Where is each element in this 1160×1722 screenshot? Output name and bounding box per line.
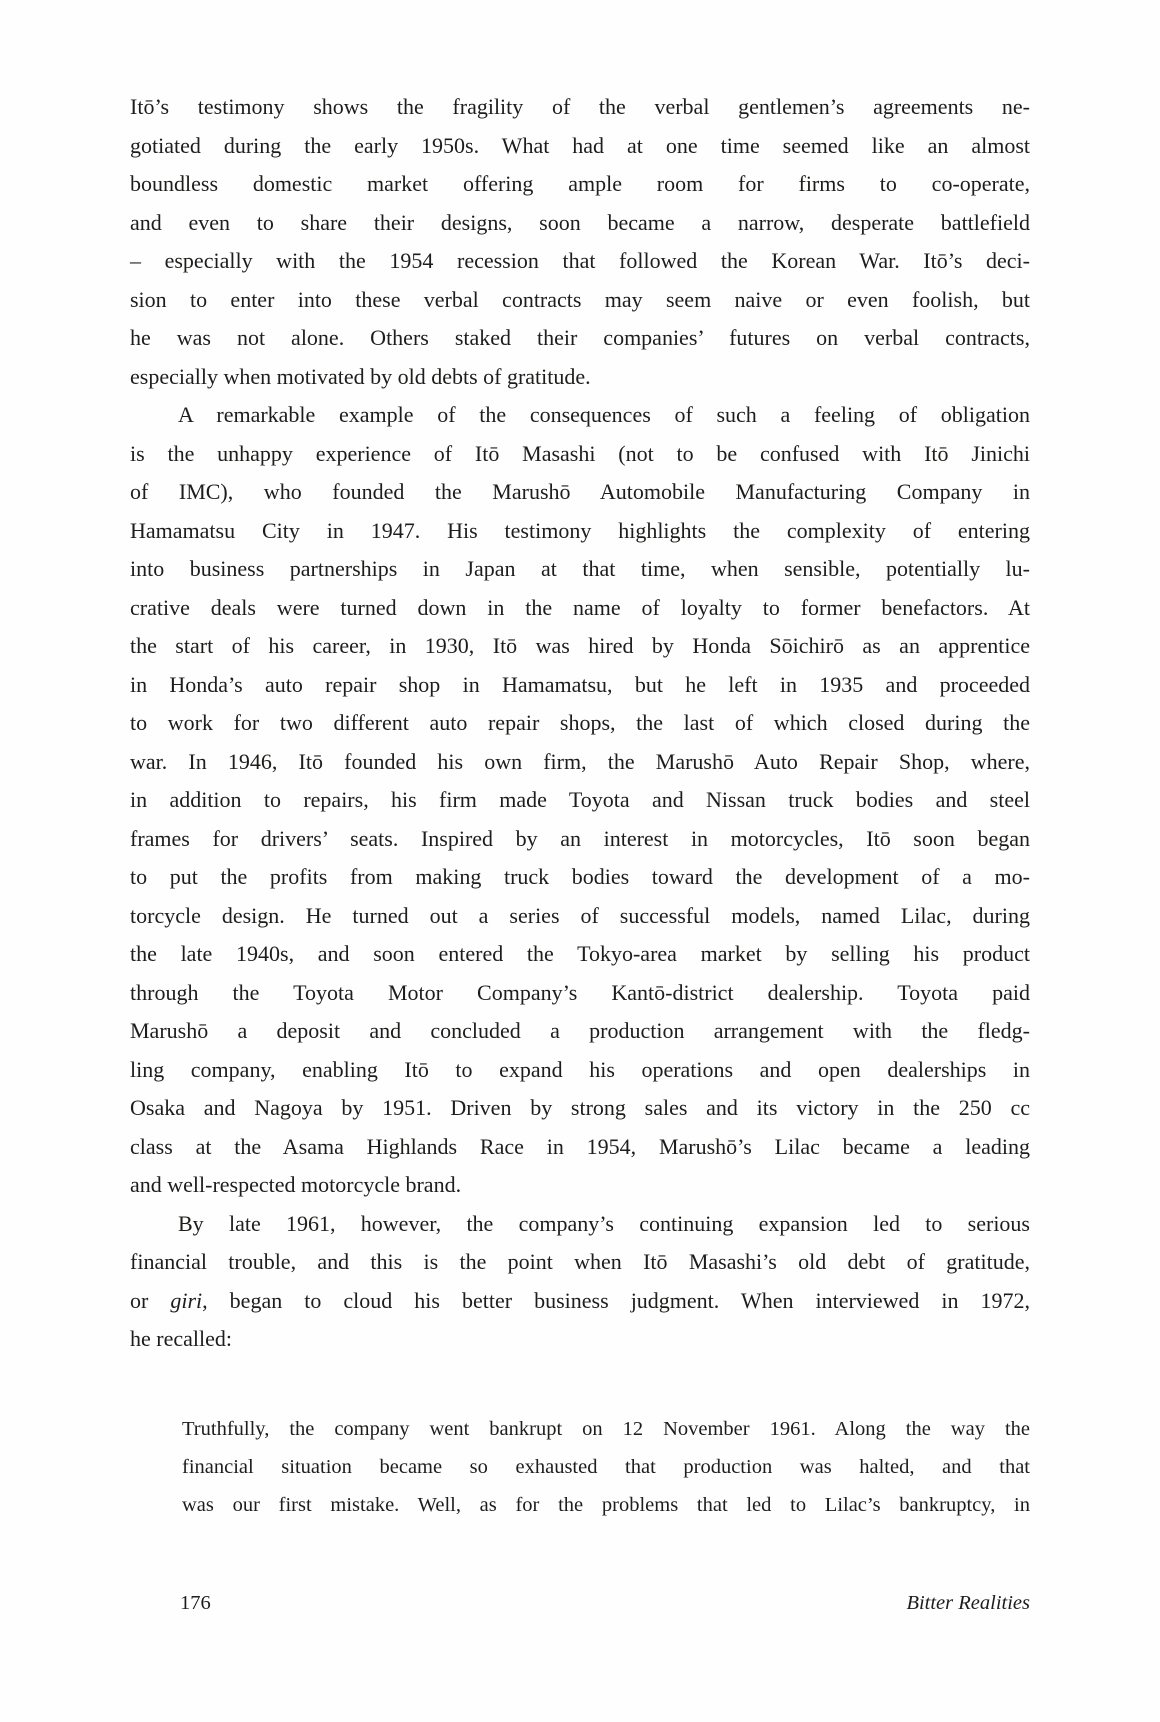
- text-line: to put the profits from making truck bodies toward the development of a mo-: [130, 864, 1030, 889]
- text-line: By late 1961, however, the company’s continuing expansion led to serious: [178, 1210, 1030, 1236]
- text-line: into business partnerships in Japan at that time, when sensible, potentially lu-: [130, 556, 1030, 581]
- text-line: ling company, enabling Itō to expand his operations and open dealerships in: [130, 1056, 1030, 1082]
- text-line: especially when motivated by old debts of gratitude.: [130, 363, 591, 389]
- running-title: Bitter Realities: [906, 1592, 1030, 1614]
- text-line: gotiated during the early 1950s. What had at one time seemed like an almost: [130, 132, 1030, 158]
- text-line: frames for drivers’ seats. Inspired by an interest in motorcycles, Itō soon began: [130, 825, 1030, 851]
- text-line: and even to share their designs, soon became a narrow, desperate battlefield: [130, 209, 1030, 235]
- text-line: Osaka and Nagoya by 1951. Driven by strong sales and its victory in the 250 cc: [130, 1095, 1030, 1120]
- text-line: financial trouble, and this is the point when Itō Masashi’s old debt of gratitude,: [130, 1249, 1030, 1274]
- quote-line: was our first mistake. Well, as for the problems that led to Lilac’s bankruptcy, in: [182, 1493, 1030, 1516]
- text-line: the late 1940s, and soon entered the Tokyo-area market by selling his product: [130, 941, 1030, 966]
- text-line: in Honda’s auto repair shop in Hamamatsu, but he left in 1935 and proceeded: [130, 671, 1030, 697]
- text-line-with-italic: [130, 1282, 1030, 1321]
- text-line: Hamamatsu City in 1947. His testimony highlights the complexity of entering: [130, 517, 1030, 543]
- paragraph-1: [130, 88, 1030, 396]
- text-line: and well-respected motorcycle brand.: [130, 1172, 462, 1197]
- text-line: boundless domestic market offering ample room for firms to co-operate,: [130, 171, 1030, 196]
- text-line: he recalled:: [130, 1326, 232, 1351]
- text-line: is the unhappy experience of Itō Masashi (not to be confused with Itō Jinichi: [130, 440, 1030, 466]
- text-line: Itō’s testimony shows the fragility of the verbal gentlemen’s agreements ne-: [130, 94, 1030, 119]
- page-footer: [130, 1590, 1030, 1616]
- text-line: in addition to repairs, his firm made Toyota and Nissan truck bodies and steel: [130, 787, 1030, 812]
- text-line: – especially with the 1954 recession that followed the Korean War. Itō’s deci-: [130, 248, 1030, 273]
- text-line: through the Toyota Motor Company’s Kantō-district dealership. Toyota paid: [130, 979, 1030, 1005]
- page-number: 176: [180, 1592, 211, 1614]
- text-line: torcycle design. He turned out a series of successful models, named Lilac, during: [130, 902, 1030, 928]
- text-line: the start of his career, in 1930, Itō was hired by Honda Sōichirō as an apprentice: [130, 633, 1030, 658]
- italic-word-giri: giri: [170, 1287, 203, 1313]
- text-line: of IMC), who founded the Marushō Automobile Manufacturing Company in: [130, 479, 1030, 504]
- text-line: Marushō a deposit and concluded a production arrangement with the fledg-: [130, 1018, 1030, 1043]
- text-segment: , began to cloud his better business judgment. When interviewed in 1972,: [202, 1287, 1030, 1313]
- text-line: crative deals were turned down in the name of loyalty to former benefactors. At: [130, 594, 1030, 620]
- text-block: [130, 88, 1030, 1524]
- quote-line: Truthfully, the company went bankrupt on 12 November 1961. Along the way the: [182, 1417, 1030, 1440]
- text-line: to work for two different auto repair shops, the last of which closed during the: [130, 710, 1030, 735]
- text-line: he was not alone. Others staked their companies’ futures on verbal contracts,: [130, 325, 1030, 350]
- text-line: A remarkable example of the consequences of such a feeling of obligation: [178, 402, 1030, 427]
- paragraph-2: [130, 396, 1030, 1205]
- text-line: class at the Asama Highlands Race in 1954, Marushō’s Lilac became a leading: [130, 1133, 1030, 1159]
- block-quote: [182, 1410, 1030, 1524]
- text-line: war. In 1946, Itō founded his own firm, the Marushō Auto Repair Shop, where,: [130, 748, 1030, 774]
- paragraph-3: [130, 1205, 1030, 1359]
- text-segment: or: [130, 1287, 171, 1313]
- text-line: sion to enter into these verbal contracts may seem naive or even foolish, but: [130, 286, 1030, 312]
- quote-line: financial situation became so exhausted that production was halted, and that: [182, 1455, 1030, 1478]
